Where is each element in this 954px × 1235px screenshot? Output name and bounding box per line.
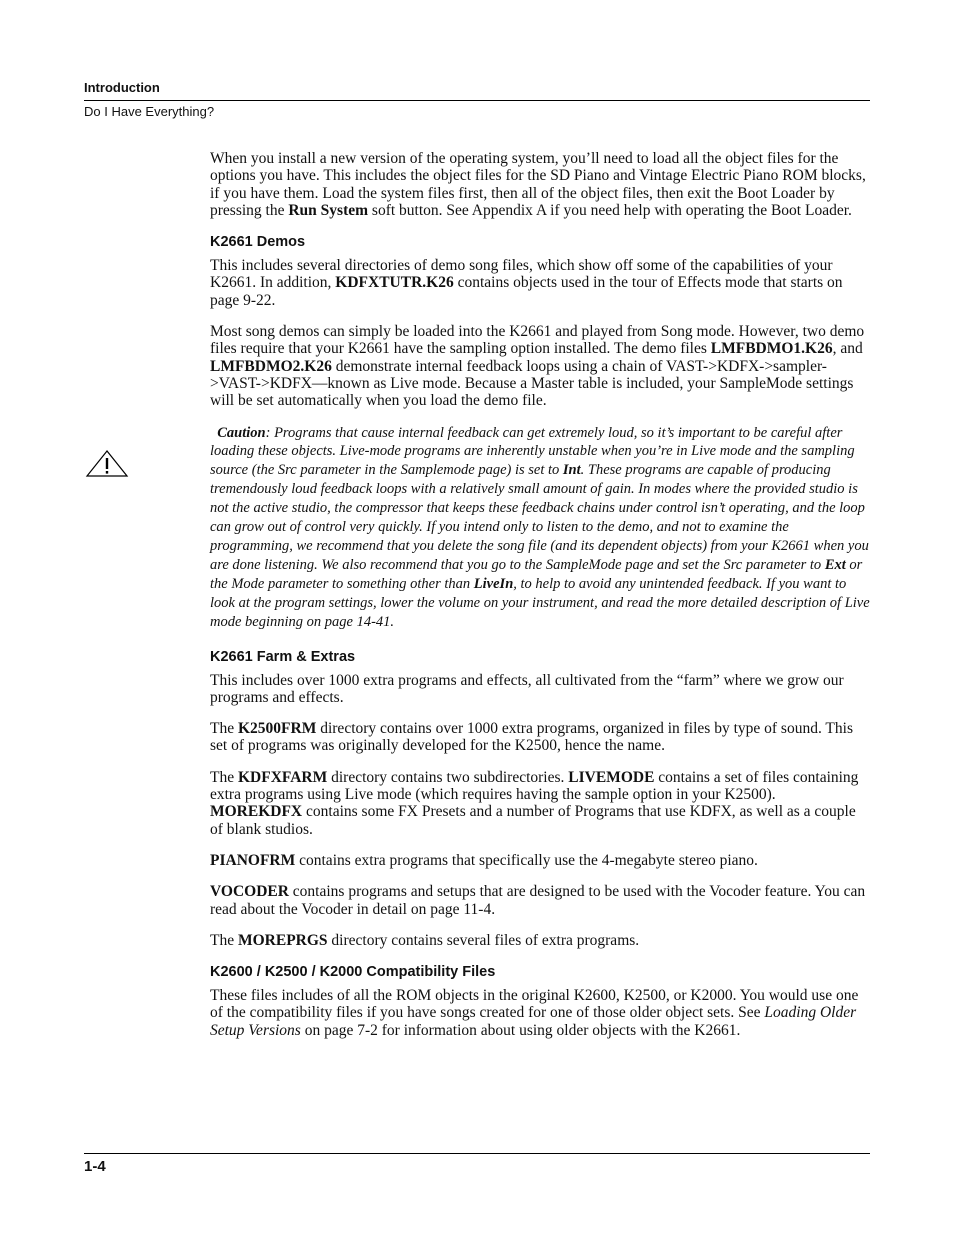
- farm-paragraph-kdfxfarm: The KDFXFARM directory contains two subdirectories. LIVEMODE contains a set of files containing extra programs using Live mode (which requires having the sample option in your K2500). MOREKDFX contains some FX Presets and a number of Programs that use KDFX, as well as a couple of blank studios.: [210, 768, 859, 838]
- intro-paragraph: When you install a new version of the operating system, you’ll need to load all the object files for the options you have. This includes the object files for the SD Piano and Vintage Electric Piano ROM blocks, if you have them. Load the system files first, then all of the object files, then exit the Boot Loader by pressing the Run System soft button. See Appendix A if you need help with operating the Boot Loader.: [210, 150, 866, 219]
- running-header-subsection: Do I Have Everything?: [84, 104, 215, 119]
- farm-paragraph-vocoder: VOCODER contains programs and setups that are designed to be used with the Vocoder feature. You can read about the Vocoder in detail on page 11-4.: [210, 883, 866, 918]
- running-header-section: Introduction: [84, 80, 160, 95]
- heading-k2661-farm-extras: K2661 Farm & Extras: [210, 648, 356, 665]
- main-content: [210, 150, 870, 1053]
- farm-paragraph-1: This includes over 1000 extra programs and effects, all cultivated from the “farm” where we grow our programs and effects.: [210, 671, 844, 706]
- footer-rule: [84, 1153, 870, 1154]
- farm-paragraph-pianofrm: PIANOFRM contains extra programs that specifically use the 4-megabyte stereo piano.: [210, 851, 758, 869]
- page-number: 1-4: [84, 1158, 106, 1175]
- heading-k2661-demos: K2661 Demos: [210, 234, 306, 251]
- farm-paragraph-moreprgs: The MOREPRGS directory contains several files of extra programs.: [210, 931, 640, 949]
- heading-compatibility-files: K2600 / K2500 / K2000 Compatibility Files: [210, 964, 496, 981]
- caution-triangle-icon: [85, 450, 129, 478]
- demos-paragraph-2: Most song demos can simply be loaded into the K2661 and played from Song mode. However, two demo files require that your K2661 have the sampling option installed. The demo files LMFBDMO1.K26, and LMFBDMO2.K26 demonstrate internal feedback loops using a chain of VAST->KDFX->sampler->VAST->KDFX—known as Live mode. Because a Master table is included, your SampleMode settings will be set automatically when you load the demo file.: [210, 323, 865, 410]
- farm-paragraph-k2500frm: The K2500FRM directory contains over 1000 extra programs, organized in files by type of sound. This set of programs was originally developed for the K2500, hence the name.: [210, 720, 853, 755]
- caution-label: Caution: [217, 424, 266, 441]
- caution-note: Caution: Programs that cause internal feedback can get extremely loud, so it’s important to be careful after loading these objects. Live-mode programs are inherently unstable when you’re in Live mode and the sampling source (the Src parameter in the Samplemode page) is set to Int. These programs are capable of producing tremendously loud feedback loops with a relatively small amount of gain. In modes where the provided studio is not the active studio, the compressor that keeps these feedback chains under control isn’t operating, and the loop can grow out of control very quickly. If you intend only to listen to the demo, and not to examine the programming, we recommend that you delete the song file (and its dependent objects) from your K2661 when you are done listening. We also recommend that you go to the SampleMode page and set the Src parameter to Ext or the Mode parameter to something other than LiveIn, to help to avoid any unintended feedback. If you want to look at the program settings, lower the volume on your instrument, and read the more detailed description of Live mode beginning on page 14-41.: [210, 424, 870, 630]
- header-rule: [84, 100, 870, 101]
- compatibility-paragraph: These files includes of all the ROM objects in the original K2600, K2500, or K2000. You would use one of the compatibility files if you have songs created for one of those older object sets. See Loading Older Setup Versions on page 7-2 for information about using older objects with the K2661.: [210, 987, 859, 1039]
- demos-paragraph-1: This includes several directories of demo song files, which show off some of the capabilities of your K2661. In addition, KDFXTUTR.K26 contains objects used in the tour of Effects mode that starts on page 9-22.: [210, 257, 843, 309]
